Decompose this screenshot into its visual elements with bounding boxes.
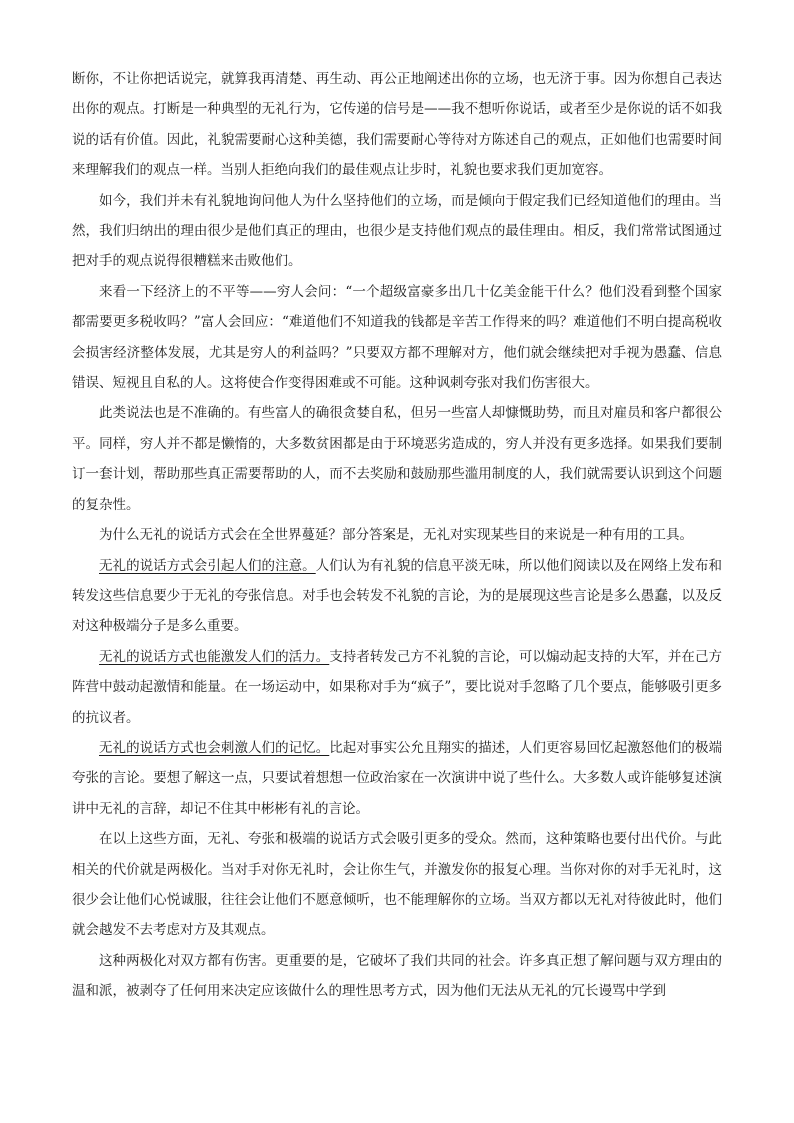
paragraph-10 [72,946,722,1007]
paragraph-4 [72,398,722,520]
underlined-topic-sentence-2: 无礼的说话方式也能激发人们的活力。 [99,648,330,665]
paragraph-7 [72,642,722,733]
underlined-topic-sentence-1: 无礼的说话方式会引起人们的注意。 [99,557,316,574]
paragraph-7-text: 支持者转发己方不礼貌的言论，可以煽动起支持的大军，并在己方阵营中鼓动起激情和能量。在一场运动中，如果称对手为“疯子”，要比说对手忽略了几个要点，能够吸引更多的抗议者。 [72,648,723,726]
paragraph-10-text: 这种两极化对双方都有伤害。更重要的是，它破坏了我们共同的社会。许多真正想了解问题与双方理由的温和派，被剥夺了任何用来决定应该做什么的理性思考方式，因为他们无法从无礼的冗长谩骂中学到 [72,952,722,1000]
paragraph-3-text: 来看一下经济上的不平等——穷人会问：“一个超级富豪多出几十亿美金能干什么？他们没看到整个国家都需要更多税收吗？”富人会回应：“难道他们不知道我的钱都是辛苦工作得来的吗？难道他们不明白提高税收会损害经济整体发展，尤其是穷人的利益吗？”只要双方都不理解对方，他们就会继续把对手视为愚蠢、信息错误、短视且自私的人。这将使合作变得困难或不可能。这种讽刺夸张对我们伤害很大。 [72,283,722,392]
paragraph-9 [72,824,722,946]
paragraph-5 [72,520,722,550]
paragraph-2-text: 如今，我们并未有礼貌地询问他人为什么坚持他们的立场，而是倾向于假定我们已经知道他们的理由。当然，我们归纳出的理由很少是他们真正的理由，也很少是支持他们观点的最佳理由。相反，我们常常试图通过把对手的观点说得很糟糕来击败他们。 [72,192,722,270]
paragraph-1 [72,64,722,186]
paragraph-9-text: 在以上这些方面，无礼、夸张和极端的说话方式会吸引更多的受众。然而，这种策略也要付出代价。与此相关的代价就是两极化。当对手对你无礼时，会让你生气，并激发你的报复心理。当你对你的对手无礼时，这很少会让他们心悦诚服，往往会让他们不愿意倾听，也不能理解你的立场。当双方都以无礼对待彼此时，他们就会越发不去考虑对方及其观点。 [72,831,722,939]
paragraph-8-text: 比起对事实公允且翔实的描述，人们更容易回忆起激怒他们的极端夸张的言论。要想了解这一点，只要试着想想一位政治家在一次演讲中说了些什么。大多数人或许能够复述演讲中无礼的言辞，却记不住其中彬彬有礼的言论。 [72,739,723,817]
paragraph-1-text: 断你，不让你把话说完，就算我再清楚、再生动、再公正地阐述出你的立场，也无济于事。因为你想自己表达出你的观点。打断是一种典型的无礼行为，它传递的信号是——我不想听你说话，或者至少是你说的话不如我说的话有价值。因此，礼貌需要耐心这种美德，我们需要耐心等待对方陈述自己的观点，正如他们也需要时间来理解我们的观点一样。当别人拒绝向我们的最佳观点让步时，礼貌也要求我们更加宽容。 [72,71,722,179]
underlined-topic-sentence-3: 无礼的说话方式也会刺激人们的记忆。 [99,739,330,756]
document-page [72,64,722,1007]
paragraph-8 [72,733,722,824]
paragraph-2 [72,186,722,277]
paragraph-6 [72,551,722,642]
paragraph-4-text: 此类说法也是不准确的。有些富人的确很贪婪自私，但另一些富人却慷慨助势，而且对雇员和客户都很公平。同样，穷人并不都是懒惰的，大多数贫困都是由于环境恶劣造成的，穷人并没有更多选择。如果我们要制订一套计划，帮助那些真正需要帮助的人，而不去奖励和鼓励那些滥用制度的人，我们就需要认识到这个问题的复杂性。 [72,405,722,513]
paragraph-6-text: 人们认为有礼貌的信息平淡无味，所以他们阅读以及在网络上发布和转发这些信息要少于无礼的夸张信息。对手也会转发不礼貌的言论，为的是展现这些言论是多么愚蠢，以及反对这种极端分子是多么重要。 [72,557,723,635]
paragraph-5-text: 为什么无礼的说话方式会在全世界蔓延？部分答案是，无礼对实现某些目的来说是一种有用的工具。 [99,527,693,544]
paragraph-3 [72,277,722,399]
